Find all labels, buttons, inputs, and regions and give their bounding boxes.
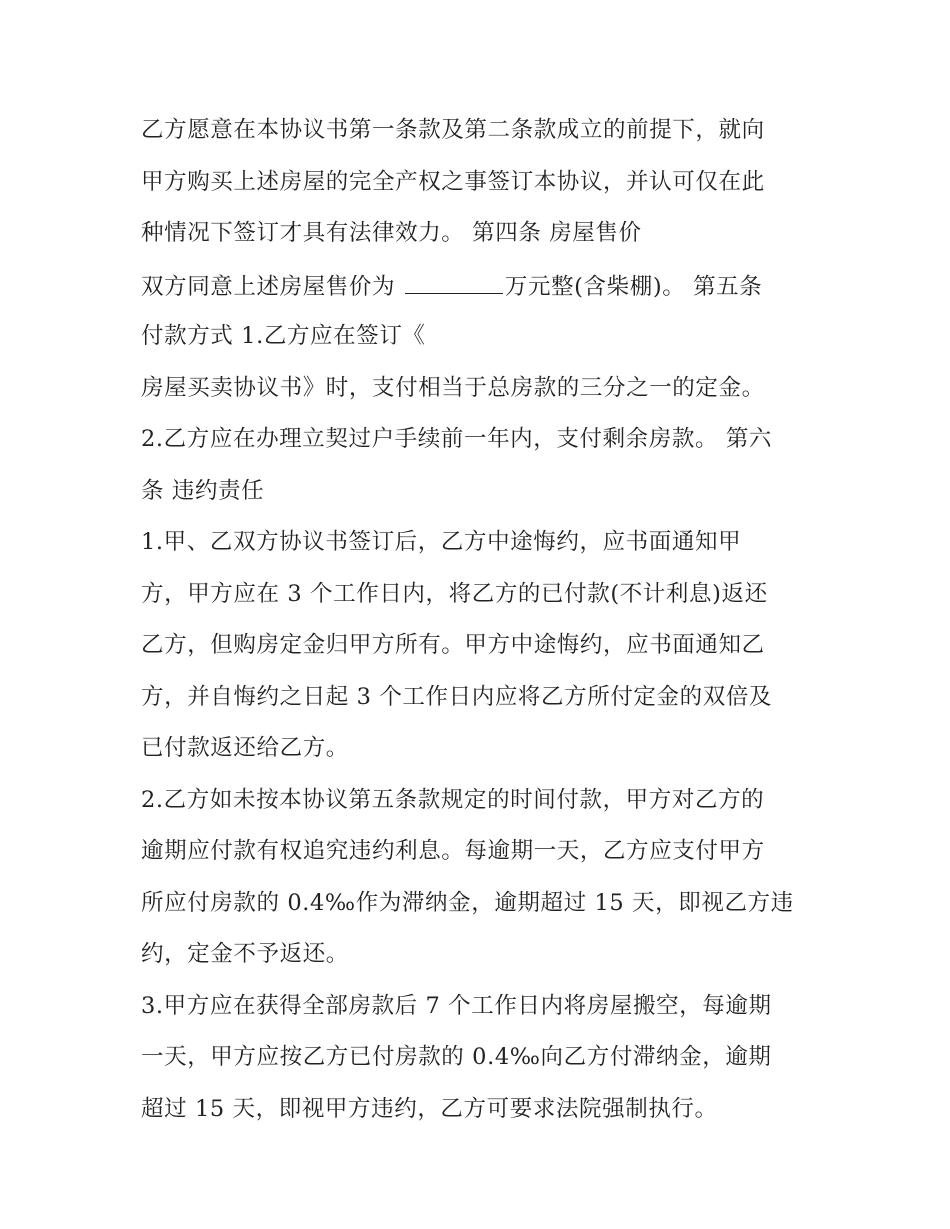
text-line: 一天，甲方应按乙方已付房款的 0.4‰向乙方付滞纳金，逾期 — [141, 1044, 772, 1070]
text-line: 已付款返还给乙方。 — [141, 735, 349, 761]
text-line: 乙方愿意在本协议书第一条款及第二条款成立的前提下，就向 — [141, 117, 765, 143]
text-line: 逾期应付款有权追究违约利息。每逾期一天，乙方应支付甲方 — [141, 838, 765, 864]
price-suffix: 万元整(含柴棚)。 第五条 — [504, 273, 763, 300]
text-line: 条 违约责任 — [141, 477, 265, 504]
text-line: 1.甲、乙双方协议书签订后，乙方中途悔约，应书面通知甲 — [141, 529, 742, 555]
text-line: 甲方购买上述房屋的完全产权之事签订本协议，并认可仅在此 — [141, 168, 765, 195]
text-line: 房屋买卖协议书》时，支付相当于总房款的三分之一的定金。 — [141, 374, 765, 401]
text-line: 2.乙方如未按本协议第五条款规定的时间付款，甲方对乙方的 — [141, 786, 765, 813]
text-line: 超过 15 天，即视甲方违约，乙方可要求法院强制执行。 — [141, 1095, 718, 1122]
text-line: 3.甲方应在获得全部房款后 7 个工作日内将房屋搬空，每逾期 — [141, 992, 772, 1019]
price-blank — [405, 265, 503, 294]
price-prefix: 双方同意上述房屋售价为 — [141, 273, 403, 300]
text-line-price — [141, 265, 821, 317]
text-line: 2.乙方应在办理立契过户手续前一年内，支付剩余房款。 第六 — [141, 426, 773, 452]
document-body — [141, 110, 821, 1140]
text-line: 付款方式 1.乙方应在签订《 — [141, 323, 426, 349]
text-line: 所应付房款的 0.4‰作为滞纳金，逾期超过 15 天，即视乙方违 — [141, 889, 794, 916]
text-line: 种情况下签订才具有法律效力。 第四条 房屋售价 — [141, 220, 642, 246]
text-line: 乙方，但购房定金归甲方所有。甲方中途悔约，应书面通知乙 — [141, 632, 765, 658]
text-line: 约，定金不予返还。 — [141, 941, 349, 967]
text-line: 方，并自悔约之日起 3 个工作日内应将乙方所付定金的双倍及 — [141, 683, 773, 710]
text-line: 方，甲方应在 3 个工作日内，将乙方的已付款(不计利息)返还 — [141, 580, 768, 607]
